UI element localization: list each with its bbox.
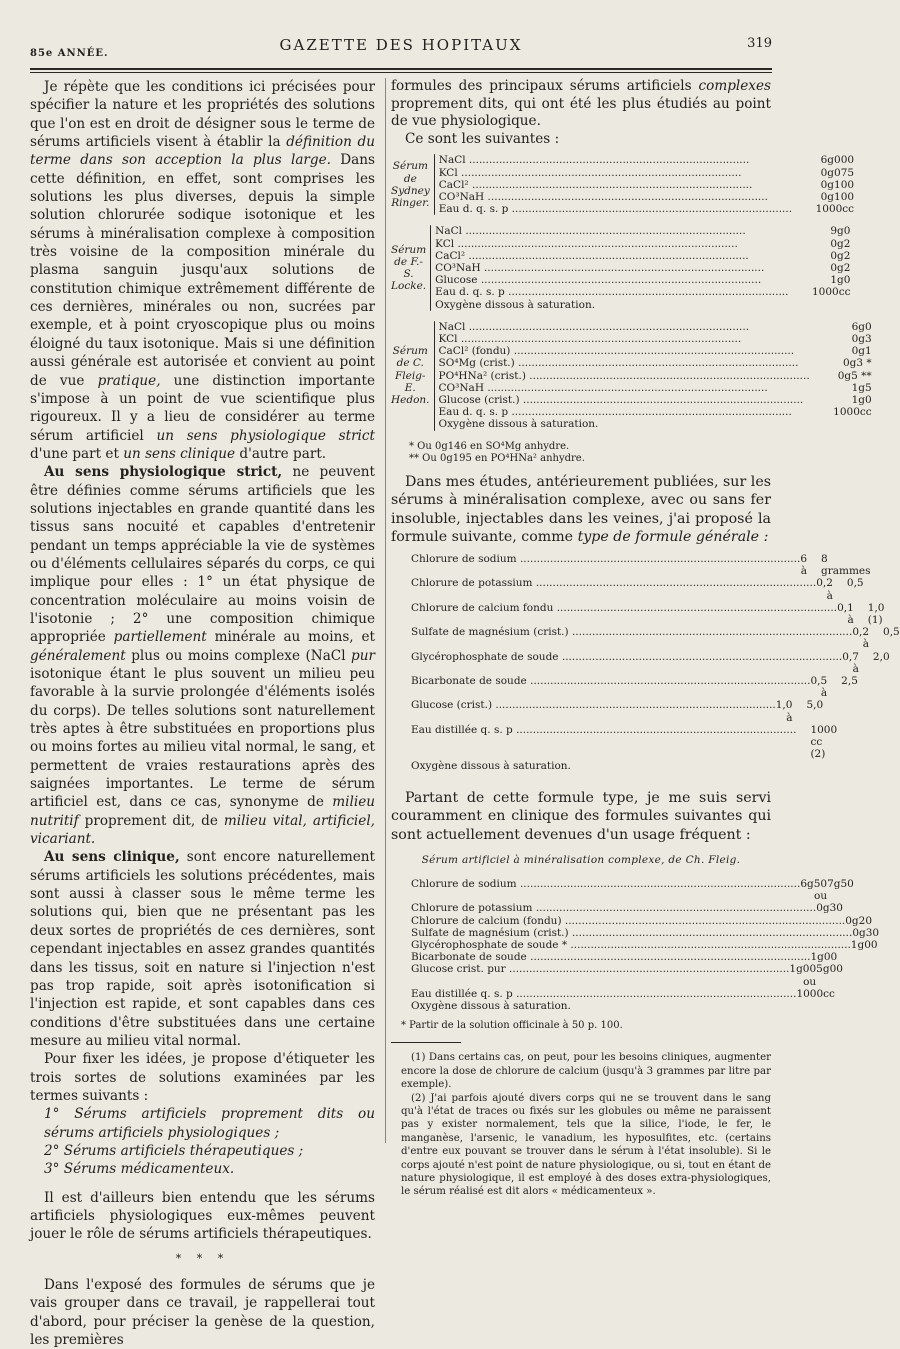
page-header: [30, 28, 772, 62]
formula-row: Glucose (crist.) ..... 1g0: [439, 394, 872, 406]
paragraph: Je répète que les conditions ici précisées pour spécifier la nature et les propriétés des solutions que l'on est en droit de désigner sous le terme de sérums artificiels visent à établir la définition du terme dans son acception la plus large. Dans cette définition, en effet, sont comprises les solutions les plus diverses, depuis la simple solution chlorurée sodique isotonique et les sérums à minéralisation complexe à composition très voisine de la composition minérale du plasma sanguin jusqu'aux solutions de constitution chimique extrêmement différente de ces dernières, minérales ou non, sucrées par exemple, et à point cryoscopique plus ou moins éloigné du taux isotonique. Mais si une définition aussi générale est autorisée et convient au point de vue pratique, une distinction importante s'impose à un point de vue scientifique plus rigoureux. Il y a lieu de considérer au terme sérum artificiel un sens physiologique strict d'une part et un sens clinique d'autre part.: [30, 79, 375, 462]
fleig-formula-title: Sérum artificiel à minéralisation complexe, de Ch. Fleig.: [421, 854, 741, 867]
formula-row: Eau distillée q. s. p ..... 1000cc: [411, 988, 761, 1000]
formula-row: Sulfate de magnésium (crist.) ..... 0g30: [411, 927, 761, 939]
brace-icon: [434, 321, 435, 431]
footnotes: [401, 1051, 771, 1198]
header-rule-thick: [30, 68, 772, 70]
footnote: (2) J'ai parfois ajouté divers corps qui ne se trouvent dans le sang qu'à l'état de traces ou fixés sur les globules ou même ne paraissent pas y exister normalement, tels que la silice, l'iode, le fer, le manganèse, l'arsenic, le vanadium, les hyposulfites, etc. (certains d'entre eux pouvant se trouver dans le sérum à l'état insoluble). Si le corps ajouté n'est point de nature physiologique, ou si, tout en étant de nature physiologique, il est employé à des doses extra-physiologiques, le sérum réalisé est dit alors « médicamenteux ».: [401, 1092, 771, 1198]
formula-row: NaCl ..... 6g0: [439, 321, 872, 333]
paragraph: Au sens physiologique strict, ne peuvent être définies comme sérums artificiels que les solutions injectables en grande quantité dans les tissus sans nocuité et capables d'entretenir pendant un temps appréciable la vie de systèmes ou d'éléments cellulaires séparés du corps, ce qui implique pour elles : 1° un état physique de concentration moléculaire au moins voisin de l'isotonie ; 2° une composition chimique appropriée partiellement minérale au moins, et généralement plus ou moins complexe (NaCl pur isotonique étant le plus souvent un milieu peu favorable à la survie prolongée d'éléments isolés du corps). De telles solutions sont naturellement très aptes à être substituées en proportions plus ou moins fortes au milieu vital normal, le sang, et permettent de vraies restaurations après des saignées importantes. Le terme de sérum artificiel est, dans ce cas, synonyme de milieu nutritif proprement dit, de milieu vital, artificiel, vicariant.: [30, 464, 376, 848]
serum-label: Sérum de C. Fleig-E. Hedon.: [391, 345, 430, 407]
footnote: (1) Dans certains cas, on peut, pour les besoins cliniques, augmenter encore la dose de chlorure de calcium (jusqu'à 3 grammes par litre par exemple).: [401, 1052, 771, 1091]
paragraph: Pour fixer les idées, je propose d'étiqueter les trois sortes de solutions examinées par les termes suivants :: [30, 1051, 375, 1104]
column-divider: [385, 78, 386, 1143]
paragraph: Ce sont les suivantes :: [405, 130, 560, 147]
right-column: [391, 78, 900, 1199]
list-item: 3° Sérums médicamenteux.: [44, 1161, 235, 1178]
serum-formula-locke: [391, 225, 851, 311]
formula-row: CaCl² ..... 0g100: [439, 179, 854, 191]
paragraph: Au sens clinique, sont encore naturellement sérums artificiels les solutions précédentes, mais sont aussi à classer sous le même terme les solutions qui, bien que ne présentant pas les deux sortes de propriétés de ces dernières, sont cependant injectables en assez grandes quantités dans les tissus, soit en nature si l'injection n'est pas trop rapide, soit après isotonification si l'injection est rapide, et sont capables dans ces conditions d'être substituées dans une certaine mesure au milieu vital normal.: [30, 849, 376, 1049]
formula-row: Oxygène dissous à saturation.: [438, 418, 599, 431]
formula-row: CO³NaH ..... 0g2: [435, 262, 850, 274]
general-formula-table: [411, 553, 900, 773]
formula-row: Chlorure de sodium ..... 6g50 ou 7g50: [411, 878, 761, 902]
formula-row: SO⁴Mg (crist.) ..... 0g3 *: [439, 357, 872, 369]
formula-row: Chlorure de calcium fondu ..... 0,1 à 1,0 (1): [411, 602, 721, 626]
brace-icon: [430, 225, 431, 310]
paragraph: formules des principaux sérums artificiels complexes proprement dits, qui ont été les plus étudiés au point de vue physiologique.: [391, 78, 771, 130]
formula-row: Oxygène dissous à saturation.: [411, 1000, 571, 1013]
formula-row: CO³NaH ..... 1g5: [439, 382, 872, 394]
formula-row: Chlorure de calcium (fondu) ..... 0g20: [411, 915, 761, 927]
formula-row: Chlorure de potassium ..... 0g30: [411, 902, 761, 914]
paragraph: Dans l'exposé des formules de sérums que je vais grouper dans ce travail, je rappellerai tout d'abord, pour préciser la genèse de la question, les premières: [30, 1277, 375, 1349]
formula-row: Bicarbonate de soude ..... 0,5 à 2,5: [411, 675, 721, 699]
footnote-rule: [391, 1042, 461, 1043]
issue-label: 85e ANNÉE.: [30, 48, 109, 59]
paragraph: Il est d'ailleurs bien entendu que les sérums artificiels physiologiques eux-mêmes peuvent jouer le rôle de sérums artificiels thérapeutiques.: [30, 1189, 375, 1243]
formula-row: Chlorure de sodium ..... 6 à 8 grammes: [411, 553, 721, 577]
brace-icon: [434, 154, 435, 215]
paragraph: Partant de cette formule type, je me suis servi couramment en clinique des formules suivantes qui sont actuellement devenues d'un usage fréquent :: [391, 789, 771, 843]
formula-row: CaCl² ..... 0g2: [435, 250, 850, 262]
serum-label: Sérum de F.-S. Locke.: [391, 243, 427, 293]
formula-row: Sulfate de magnésium (crist.) ..... 0,2 à 0,5: [411, 626, 721, 650]
formula-row: NaCl ..... 9g0: [435, 225, 850, 237]
header-rule-thin: [30, 72, 772, 73]
formula-row: Glucose (crist.) ..... 1,0 à 5,0: [411, 699, 721, 723]
formula-row: CaCl² (fondu) ..... 0g1: [439, 345, 872, 357]
paragraph: Dans mes études, antérieurement publiées, sur les sérums à minéralisation complexe, avec ou sans fer insoluble, injectables dans les veines, j'ai proposé la formule suivante, comme type de formule générale :: [391, 473, 771, 546]
formula-footnote: * Partir de la solution officinale à 50 p. 100.: [401, 1020, 623, 1032]
page-number: 319: [747, 36, 772, 51]
serum-formula-ringer: [391, 154, 855, 216]
left-column: [30, 78, 375, 1349]
formula-row: Oxygène dissous à saturation.: [435, 298, 596, 311]
formula-row: Eau d. q. s. p ..... 1000cc: [439, 406, 872, 418]
section-break-stars: * * *: [175, 1251, 230, 1265]
list-item: 1° Sérums artificiels proprement dits ou sérums artificiels physiologiques ;: [44, 1106, 375, 1141]
formula-row: PO⁴HNa² (crist.) ..... 0g5 **: [439, 370, 872, 382]
journal-title: GAZETTE DES HOPITAUX: [279, 36, 523, 54]
formula-row: Bicarbonate de soude ..... 1g00: [411, 951, 761, 963]
serum-formula-fleig-hedon: [391, 320, 872, 431]
formula-row: CO³NaH ..... 0g100: [439, 191, 854, 203]
formula-row: Oxygène dissous à saturation.: [411, 760, 571, 773]
formula-row: KCl ..... 0g3: [439, 333, 872, 345]
formula-row: Eau d. q. s. p ..... 1000cc: [439, 203, 854, 215]
formula-row: Glycérophosphate de soude ..... 0,7 à 2,0: [411, 651, 721, 675]
formula-row: Chlorure de potassium ..... 0,2 à 0,5: [411, 577, 721, 601]
formula-row: KCl ..... 0g2: [435, 238, 850, 250]
formula-row: NaCl ..... 6g000: [439, 154, 854, 166]
formula-row: Glucose crist. pur ..... 1g00 ou 5g00: [411, 963, 761, 987]
formula-row: Glucose ..... 1g0: [435, 274, 850, 286]
list-item: 2° Sérums artificiels thérapeutiques ;: [44, 1142, 304, 1159]
formula-row: Eau d. q. s. p ..... 1000cc: [435, 286, 850, 298]
formula-row: Glycérophosphate de soude * ..... 1g00: [411, 939, 761, 951]
formula-footnote: * Ou 0g146 en SO⁴Mg anhydre. ** Ou 0g195 en PO⁴HNa² anhydre.: [409, 440, 585, 464]
formula-row: Eau distillée q. s. p ..... 1000 cc (2): [411, 724, 721, 761]
serum-label: Sérum de Sydney Ringer.: [391, 160, 430, 210]
fleig-formula-table: [411, 878, 880, 1013]
formula-row: KCl ..... 0g075: [439, 167, 854, 179]
